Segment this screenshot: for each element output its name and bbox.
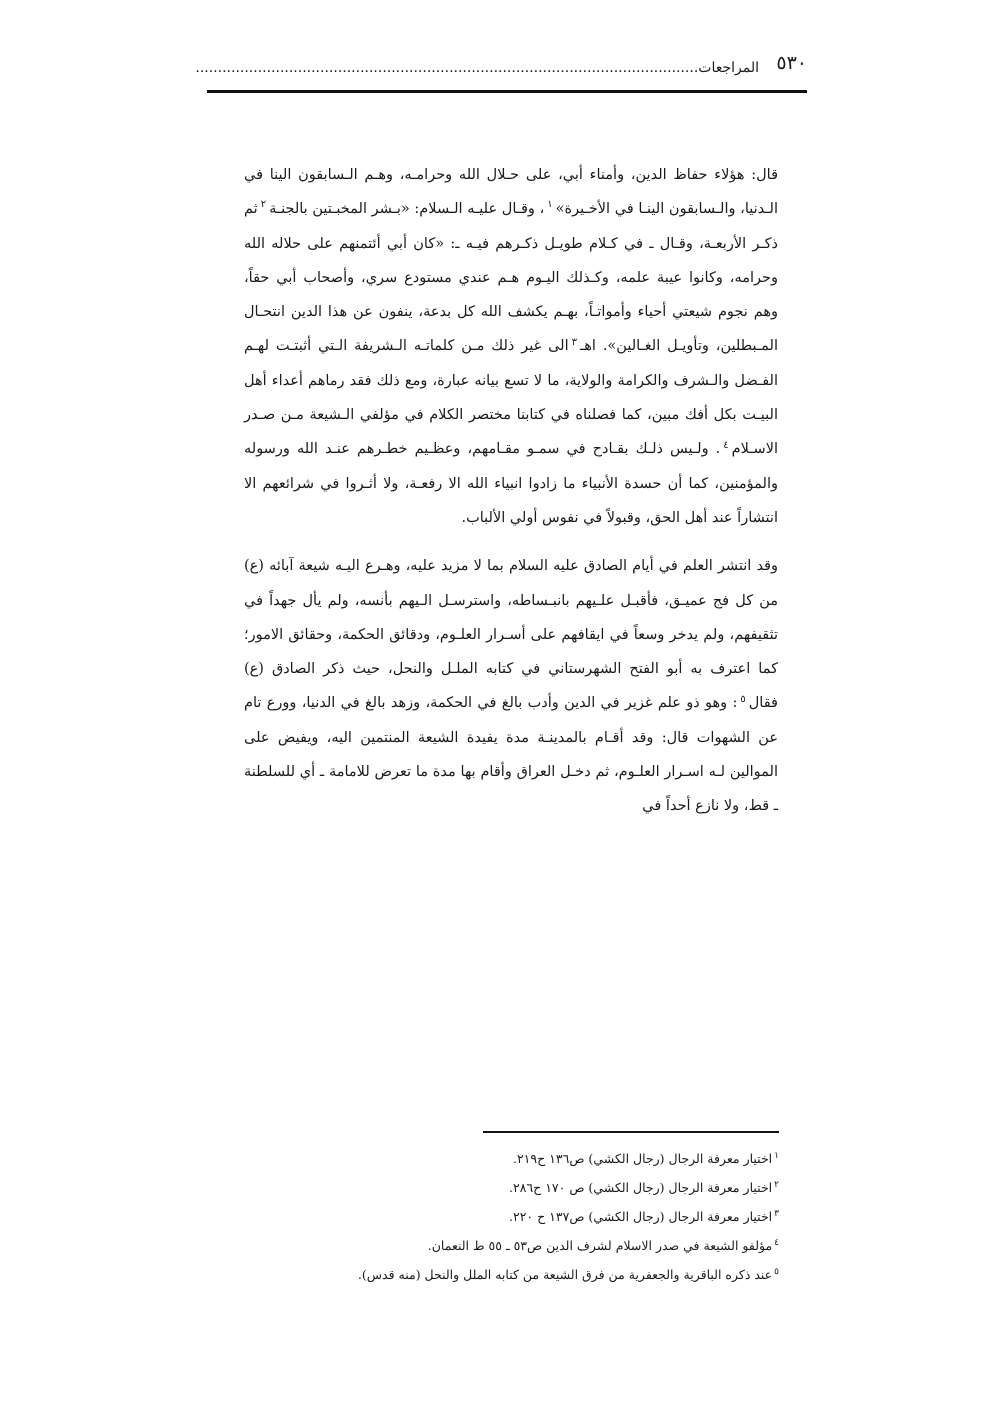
footnote-ref-2[interactable]: ٢ xyxy=(260,199,267,211)
footnote-text: اختيار معرفة الرجال (رجال الكشي) ص١٣٧ ح ٢٢٠. xyxy=(509,1209,773,1224)
text-segment: ، وقـال عليـه الـسلام: «بـشر المخبـتين بالجنـة xyxy=(269,201,545,218)
footnote-number: ٢ xyxy=(774,1179,779,1190)
footnote-item xyxy=(200,1260,779,1289)
text-segment: : وهو ذو علم غزير في الدين وأدب بالغ في الحكمة، وزهد بالغ في الدنيا، وورع تام عن الشهوات قال: وقد أقـام بالمدينـة مدة يفيدة الشيعة المنتمين اليه، ويفيض على الموالين لـه اسـرار العلـوم، ثم دخـل العراق وأقام بها مدة ما تعرض للامامة ـ أي للسلطنة ـ قط، ولا نازع أحداً في xyxy=(244,695,778,815)
text-segment: ثم ذكـر الأربعـة، وقـال ـ في كـلام طويـل ذكـرهم فيـه ـ: «كان أبي أئتمنهم على حلاله الله وحرامه، وكانوا عيبة علمه، وكـذلك اليـوم هـم عندي مستودع سري، وأصحاب أبي حقاً، وهم نجوم شيعتي أحياء وأمواتـاً، بهـم يكشف الله كل بدعة، ينفون عن هذا الدين انتحـال المـبطلين، وتأويـل الغـالين». اهـ xyxy=(244,201,778,355)
paragraph-2 xyxy=(244,549,778,823)
page-number: ٥٣٠ xyxy=(776,52,807,74)
paragraph-1 xyxy=(244,158,778,535)
footnote-ref-4[interactable]: ٤ xyxy=(723,439,729,451)
text-segment: قال: هؤلاء حفاظ الدين، وأمناء أبي، على حـلال الله وحرامـه، وهـم الـسابقون الينا في الـدنيا، والـسابقون الينـا في الأخـيرة» xyxy=(244,167,778,218)
page-header xyxy=(195,50,807,93)
footnote-number: ٣ xyxy=(774,1208,779,1219)
footnote-text: عند ذكره الباقرية والجعفرية من فرق الشيعة من كتابه الملل والنحل (منه قدس). xyxy=(357,1267,773,1282)
footnote-number: ١ xyxy=(774,1150,779,1161)
footnote-ref-5[interactable]: ٥ xyxy=(740,693,746,705)
footnote-item xyxy=(200,1144,779,1173)
footnote-ref-3[interactable]: ٣ xyxy=(571,336,577,348)
text-segment: وقد انتشر العلم في أيام الصادق عليه السلام بما لا مزيد عليه، وهـرع اليـه شيعة آبائه (ع) من كل فج عميـق، فأقبـل علـيهم بانبـساطه، واسترسـل الـيهم بأنسه، ولم يأل جهداً في تثقيفهم، ولم يدخر وسعاً في ايقافهم على أسـرار العلـوم، ودقائق الحكمة، وحقائق الامور؛ كما اعترف به أبو الفتح الشهرستاني في كتابه الملـل والنحل، حيث ذكر الصادق (ع) فقال xyxy=(244,558,778,712)
footnotes-list xyxy=(200,1144,779,1289)
footnote-text: اختيار معرفة الرجال (رجال الكشي) ص١٣٦ ح٢١٩. xyxy=(512,1151,773,1166)
footnote-text: مؤلفو الشيعة في صدر الاسلام لشرف الدين ص٥٣ ـ ٥٥ ط النعمان. xyxy=(427,1238,773,1253)
footnote-item xyxy=(200,1173,779,1202)
footnote-item xyxy=(200,1231,779,1260)
main-text xyxy=(244,158,778,824)
footnote-ref-1[interactable]: ١ xyxy=(547,199,553,211)
footnote-text: اختيار معرفة الرجال (رجال الكشي) ص ١٧٠ ح٢٨٦. xyxy=(509,1180,773,1195)
footnote-divider xyxy=(483,1131,779,1133)
text-segment: الى غير ذلك مـن كلماتـه الـشريفة الـتي أثبتـت لهـم الفـضل والـشرف والكرامة والولاية، ما لا تسع بيانه عبارة، ومع ذلك فقد رماهم أعداء أهل البيـت بكل أفك مبين، كما فصلناه في كتابنا مختصر الكلام في مؤلفي الـشيعة مـن صـدر الاسـلام xyxy=(244,338,778,458)
footnote-number: ٥ xyxy=(774,1266,779,1277)
footnote-number: ٤ xyxy=(774,1237,779,1248)
running-title-text: المراجعات xyxy=(698,60,759,76)
text-segment: . ولـيس ذلـك بقـادح في سمـو مقـامهم، وعظـيم خطـرهم عنـد الله ورسوله والمؤمنين، كما أن حسدة الأنبياء ما زادوا انبياء الله الا رفعـة، ولا أثـروا في شرائعهم الا انتشاراً عند أهل الحق، وقبولاً في نفوس أولي الألباب. xyxy=(244,441,778,526)
dot-leader: ................................................................................................................. xyxy=(195,60,699,76)
footnote-item xyxy=(200,1202,779,1231)
running-title xyxy=(195,60,759,76)
